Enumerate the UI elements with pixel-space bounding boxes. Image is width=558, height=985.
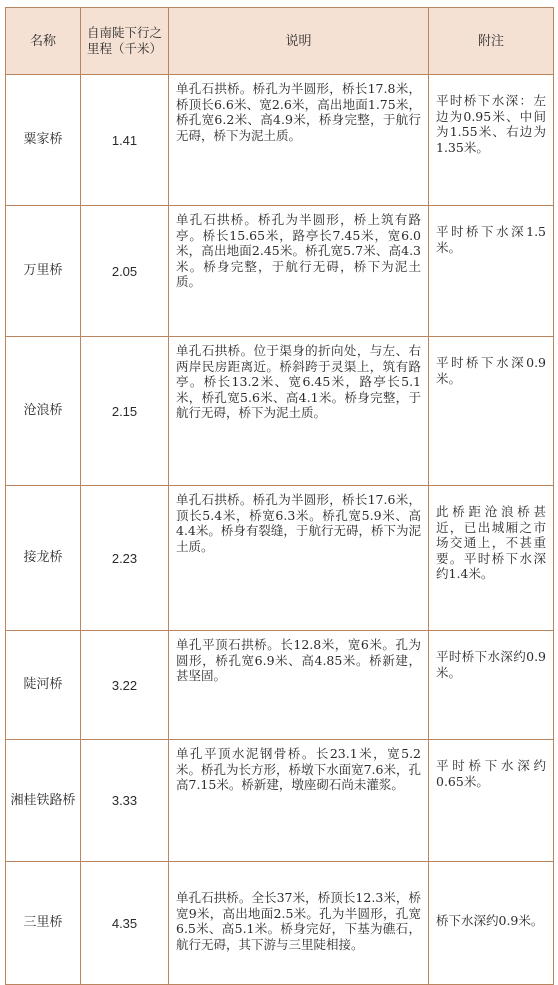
table-row	[6, 740, 554, 862]
bridge-distance: 3.22	[81, 631, 169, 740]
table-row	[6, 75, 554, 206]
bridge-distance: 1.41	[81, 75, 169, 206]
bridge-note: 平时桥下水深：左边为0.95米、中间为1.55米、右边为1.35米。	[429, 75, 554, 206]
bridge-name: 粟家桥	[6, 75, 81, 206]
bridge-distance: 2.15	[81, 337, 169, 486]
bridge-note: 平时桥下水深约0.9米。	[429, 631, 554, 740]
bridge-name: 接龙桥	[6, 486, 81, 631]
bridge-description: 单孔平顶水泥钢骨桥。长23.1米，宽5.2米。桥孔为长方形，桥墩下水面宽7.6米，孔高7.15米。桥新建，墩座砌石尚未灌浆。	[169, 740, 429, 862]
bridge-description: 单孔石拱桥。桥孔为半圆形，桥长17.6米，顶长5.4米，桥宽6.3米。桥孔宽5.9米、高4.4米。桥身有裂缝，于航行无碍，桥下为泥土质。	[169, 486, 429, 631]
header-note: 附注	[429, 8, 554, 75]
bridge-description: 单孔石拱桥。全长37米，桥顶长12.3米，桥宽9米，高出地面2.5米。孔为半圆形，孔宽6.5米、高5.1米。桥身完好，下基为礁石，航行无碍，其下游与三里陡相接。	[169, 862, 429, 985]
bridge-name: 陡河桥	[6, 631, 81, 740]
header-distance: 自南陡下行之里程（千米）	[81, 8, 169, 75]
bridge-name: 沧浪桥	[6, 337, 81, 486]
bridge-note: 平时桥下水深0.9米。	[429, 337, 554, 486]
table-row	[6, 206, 554, 337]
bridge-distance: 3.33	[81, 740, 169, 862]
bridge-description: 单孔石拱桥。桥孔为半圆形，桥长17.8米，桥顶长6.6米、宽2.6米，高出地面1.75米，桥孔宽6.2米、高4.9米，桥身完整，于航行无碍，桥下为泥土质。	[169, 75, 429, 206]
bridge-note: 平时桥下水深约0.65米。	[429, 740, 554, 862]
table-row	[6, 862, 554, 985]
header-description: 说明	[169, 8, 429, 75]
bridge-description: 单孔石拱桥。桥孔为半圆形，桥上筑有路亭。桥长15.65米，路亭长7.45米，宽6.0米，高出地面2.45米。桥孔宽5.7米、高4.3米。桥身完整，于航行无碍，桥下为泥土质。	[169, 206, 429, 337]
table-row	[6, 337, 554, 486]
table-row	[6, 631, 554, 740]
bridge-distance: 2.05	[81, 206, 169, 337]
bridge-note: 桥下水深约0.9米。	[429, 862, 554, 985]
bridge-description: 单孔石拱桥。位于渠身的折向处，与左、右两岸民房距离近。桥斜跨于灵渠上，筑有路亭。桥长13.2米、宽6.45米，路亭长5.1米，桥孔宽5.6米、高4.1米。桥身完整，于航行无碍，桥下为泥土质。	[169, 337, 429, 486]
bridge-name: 湘桂铁路桥	[6, 740, 81, 862]
bridge-name: 万里桥	[6, 206, 81, 337]
bridge-note: 此桥距沧浪桥甚近，已出城厢之市场交通上，不甚重要。平时桥下水深约1.4米。	[429, 486, 554, 631]
bridge-table	[5, 7, 554, 985]
header-row	[6, 8, 554, 75]
bridge-distance: 2.23	[81, 486, 169, 631]
table-row	[6, 486, 554, 631]
bridge-description: 单孔平顶石拱桥。长12.8米，宽6米。孔为圆形，桥孔宽6.9米、高4.85米。桥新建，甚坚固。	[169, 631, 429, 740]
bridge-name: 三里桥	[6, 862, 81, 985]
bridge-note: 平时桥下水深1.5米。	[429, 206, 554, 337]
header-name: 名称	[6, 8, 81, 75]
bridge-distance: 4.35	[81, 862, 169, 985]
